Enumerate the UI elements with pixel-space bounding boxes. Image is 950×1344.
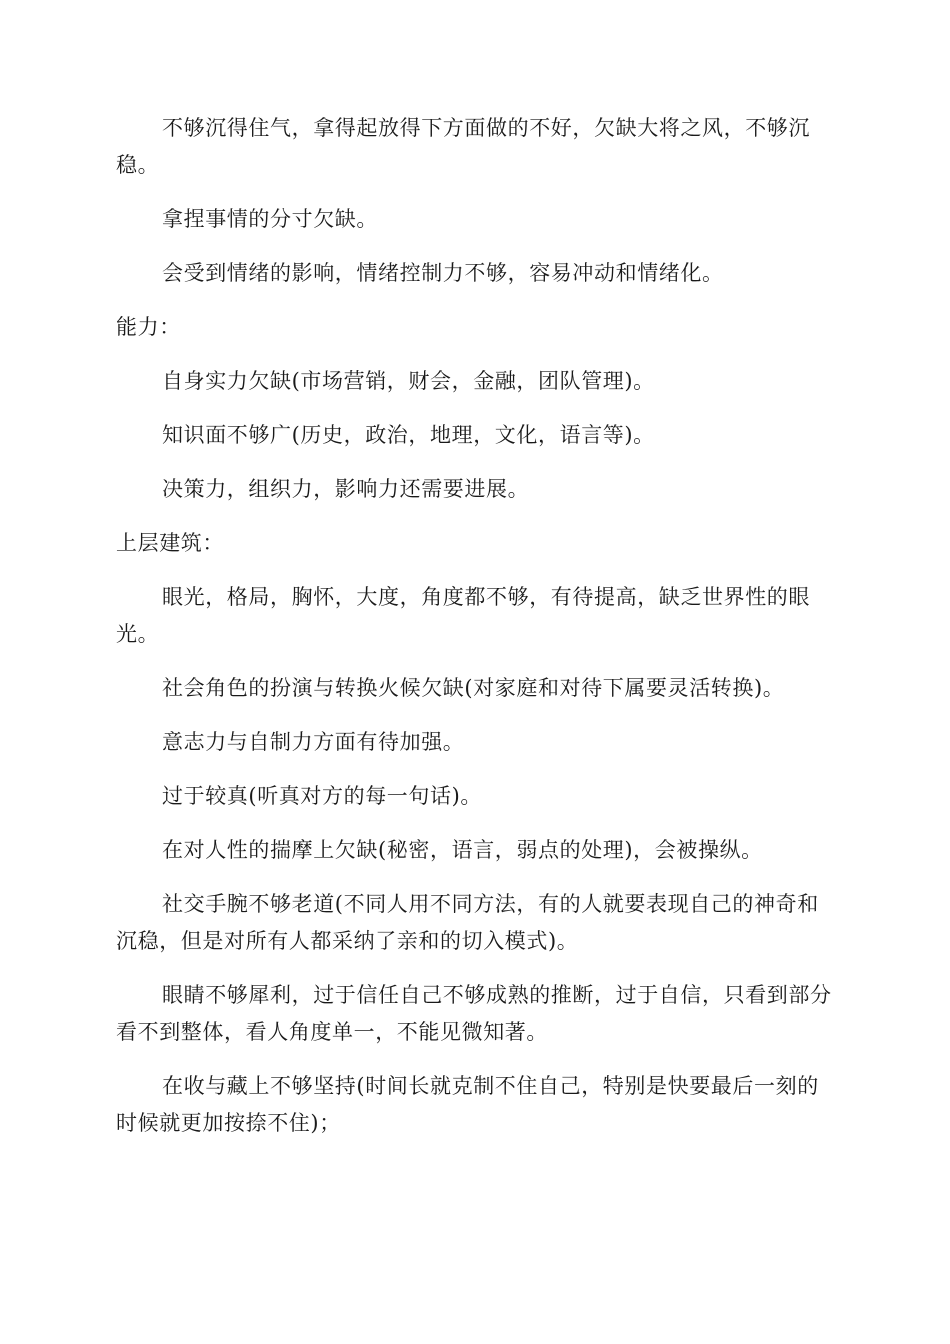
superstructure-item: 在对人性的揣摩上欠缺(秘密，语言，弱点的处理)，会被操纵。 <box>162 838 763 862</box>
superstructure-item: 在收与藏上不够坚持(时间长就克制不住自己，特别是快要最后一刻的时候就更加按捺不住)； <box>116 1074 819 1135</box>
paragraph-composure: 不够沉得住气，拿得起放得下方面做的不好，欠缺大将之风，不够沉稳。 <box>116 116 810 177</box>
superstructure-item: 社会角色的扮演与转换火候欠缺(对家庭和对待下属要灵活转换)。 <box>162 676 785 700</box>
section-heading-ability: 能力： <box>116 315 181 339</box>
paragraph-emotion: 会受到情绪的影响，情绪控制力不够，容易冲动和情绪化。 <box>162 261 724 285</box>
ability-item: 自身实力欠缺(市场营销，财会，金融，团队管理)。 <box>162 369 655 393</box>
superstructure-item: 过于较真(听真对方的每一句话)。 <box>162 784 482 808</box>
superstructure-item: 意志力与自制力方面有待加强。 <box>162 730 465 754</box>
ability-item: 决策力，组织力，影响力还需要进展。 <box>162 477 530 501</box>
section-heading-superstructure: 上层建筑： <box>116 531 224 555</box>
superstructure-item: 眼睛不够犀利，过于信任自己不够成熟的推断，过于自信，只看到部分看不到整体，看人角度单一，不能见微知著。 <box>116 983 832 1044</box>
paragraph-judgment: 拿捏事情的分寸欠缺。 <box>162 207 378 231</box>
superstructure-item: 眼光，格局，胸怀，大度，角度都不够，有待提高，缺乏世界性的眼光。 <box>116 585 810 646</box>
ability-item: 知识面不够广(历史，政治，地理，文化，语言等)。 <box>162 423 655 447</box>
document-body <box>116 110 836 1159</box>
superstructure-item: 社交手腕不够老道(不同人用不同方法，有的人就要表现自己的神奇和沉稳，但是对所有人都采纳了亲和的切入模式)。 <box>116 892 819 953</box>
